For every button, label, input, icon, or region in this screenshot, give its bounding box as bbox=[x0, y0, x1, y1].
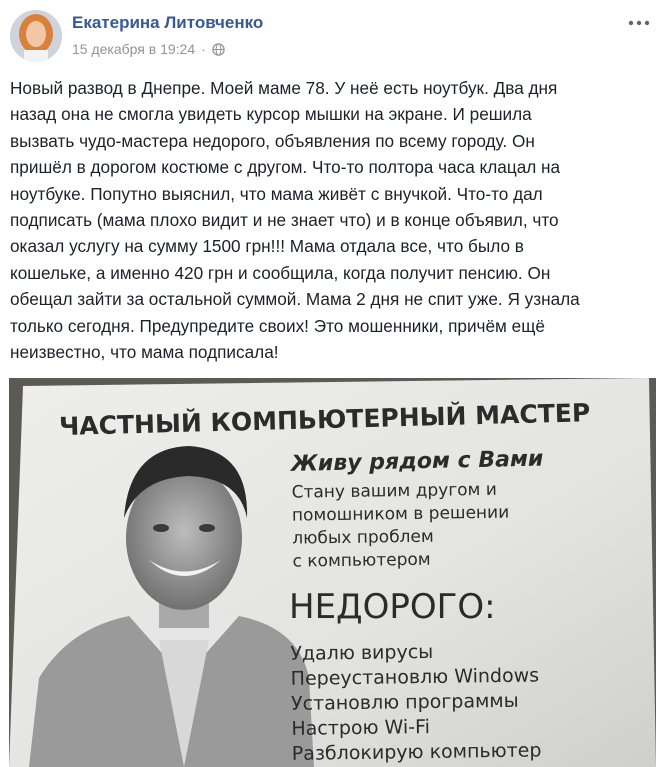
post-meta bbox=[72, 41, 225, 57]
flyer-pitch-line: с компьютером bbox=[292, 549, 431, 572]
flyer-service-item: Переустановлю Windows bbox=[290, 664, 540, 690]
meta-separator: · bbox=[201, 41, 206, 57]
globe-icon[interactable] bbox=[212, 43, 225, 56]
more-dots-icon[interactable] bbox=[626, 16, 652, 30]
post-text: Новый развод в Днепре. Моей маме 78. У неё есть ноутбук. Два дня назад она не смогла увидеть курсор мышки на экране. И решила вызвать чудо-мастера недорого, объявления по всему городу. Он пришёл в дорогом костюме с другом. Что-то полтора часа клацал на ноутбуке. Попутно выяснил, что мама живёт с внучкой. Что-то дал подписать (мама плохо видит и не знает что) и в конце объявил, что оказал услугу на сумму 1500 грн!!! Мама отдала все, что было в кошельке, а именно 420 грн и сообщила, когда получит пенсию. Он обещал зайти за остальной суммой. Мама 2 дня не спит уже. Я узнала только сегодня. Предупредите своих! Это мошенники, причём ещё неизвестно, что мама подписала! bbox=[10, 78, 580, 363]
flyer-service-item: Удалю вирусы bbox=[290, 640, 434, 665]
flyer-price-heading: НЕДОРОГО: bbox=[289, 587, 496, 627]
flyer-title: ЧАСТНЫЙ КОМПЬЮТЕРНЫЙ МАСТЕР bbox=[58, 398, 591, 442]
post-timestamp[interactable]: 15 декабря в 19:24 bbox=[72, 41, 196, 57]
flyer-pitch-line: помошником в решении bbox=[291, 502, 510, 526]
flyer-photo bbox=[9, 378, 656, 767]
flyer-pitch-line: Стану вашим другом и bbox=[291, 479, 498, 503]
avatar-photo bbox=[10, 10, 62, 62]
post-photo[interactable] bbox=[9, 378, 656, 767]
post-header bbox=[10, 10, 662, 64]
avatar[interactable] bbox=[10, 10, 62, 62]
flyer-subtitle: Живу рядом с Вами bbox=[290, 446, 544, 477]
flyer-pitch-line: любых проблем bbox=[292, 526, 434, 549]
flyer-service-item: Разблокирую компьютер bbox=[291, 739, 542, 765]
flyer-service-item: Установлю программы bbox=[290, 689, 519, 715]
author-name[interactable]: Екатерина Литовченко bbox=[72, 13, 264, 32]
flyer-service-item: Настрою Wi-Fi bbox=[291, 715, 431, 740]
